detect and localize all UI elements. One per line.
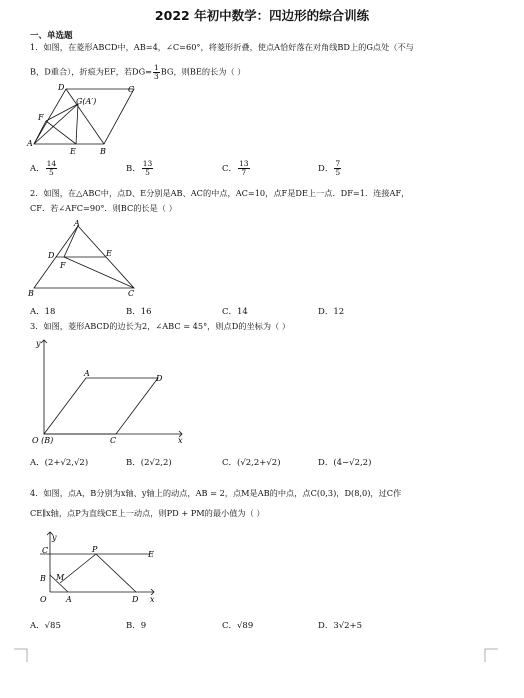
q1-label-b: B: [100, 147, 106, 156]
q2-option-d[interactable]: D．12: [318, 307, 345, 317]
q1-label-f: F: [38, 113, 44, 122]
q4-text-line2: CE∥x轴，点P为直线CE上一动点，则PD + PM的最小值为（ ）: [30, 508, 265, 518]
q3-label-c: C: [110, 436, 117, 444]
q1-option-c[interactable]: C． $\frac{13}{7}$: [222, 159, 249, 177]
q2-label-e: E: [106, 249, 112, 258]
q3-label-d: D: [156, 374, 163, 383]
q4-label-x: x: [150, 595, 155, 604]
q3-option-d[interactable]: D．(4−√2,2): [318, 458, 372, 468]
q1-fraction: $\frac{1}{3}$: [153, 63, 159, 81]
q3-option-c[interactable]: C．(√2,2+√2): [222, 458, 281, 468]
q1-rhombus-figure: [24, 80, 146, 160]
q2-label-d: D: [48, 251, 55, 260]
q2-option-b[interactable]: B．16: [126, 307, 152, 317]
q4-label-c: C: [42, 546, 49, 555]
q2-label-f: F: [60, 261, 66, 270]
q4-label-p: P: [92, 545, 98, 554]
page-corner-mark-left: [14, 648, 28, 662]
section-heading: 一、单选题: [30, 31, 73, 41]
q3-label-a: A: [84, 369, 90, 378]
q4-label-b: B: [40, 574, 46, 583]
q2-label-a: A: [74, 219, 80, 228]
q3-option-b[interactable]: B．(2√2,2): [126, 458, 172, 468]
q2-triangle-figure: [26, 218, 148, 300]
q3-coordinate-figure: [28, 336, 188, 444]
q2-option-c[interactable]: C．14: [222, 307, 248, 317]
q4-label-e: E: [148, 550, 154, 559]
q1-label-g: G(A′): [76, 97, 97, 106]
q1-text-line2: B，D重合），折痕为EF，若DG= $\frac{1}{3}$ BG，则BE的长为（ ）: [30, 63, 246, 81]
q1-option-b[interactable]: B． $\frac{13}{5}$: [126, 159, 153, 177]
q4-label-y: y: [52, 533, 57, 542]
q4-option-b[interactable]: B．9: [126, 621, 147, 631]
q4-label-d: D: [132, 595, 139, 604]
q1-option-d[interactable]: D． $\frac{7}{5}$: [318, 159, 341, 177]
q3-option-a[interactable]: A．(2+√2,√2): [30, 458, 89, 468]
q1-label-c: C: [128, 85, 135, 94]
q3-label-y: y: [36, 339, 41, 348]
q4-label-a: A: [66, 595, 72, 604]
q2-option-a[interactable]: A．18: [30, 307, 56, 317]
q4-option-d[interactable]: D．3√2+5: [318, 621, 363, 631]
q1-option-a[interactable]: A． $\frac{14}{5}$: [30, 159, 57, 177]
q2-label-b: B: [28, 289, 34, 298]
q1-label-d: D: [58, 83, 65, 92]
q2-text-line1: 2．如图，在△ABC中，点D、E分别是AB、AC的中点，AC=10，点F是DE上一点．DF=1．连接AF，: [30, 188, 410, 198]
q3-label-x: x: [178, 436, 183, 444]
q2-label-c: C: [128, 289, 135, 298]
q4-label-o: O: [40, 595, 47, 604]
q3-text-line1: 3．如图，菱形ABCD的边长为2，∠ABC = 45°，则点D的坐标为（ ）: [30, 321, 291, 331]
q4-coordinate-figure: [30, 526, 180, 610]
q4-text-line1: 4．如图，点A，B分别为x轴、y轴上的动点，AB = 2，点M是AB的中点，点C(0,3)，D(8,0)，过C作: [30, 488, 402, 498]
q4-option-a[interactable]: A．√85: [30, 621, 61, 631]
q1-text-line1: 1．如图，在菱形ABCD中，AB=4，∠C=60°，将菱形折叠，使点A恰好落在对角线BD上的G点处（不与: [30, 42, 414, 52]
q4-option-c[interactable]: C．√89: [222, 621, 254, 631]
q2-text-line2: CF．若∠AFC=90°．则BC的长是（ ）: [30, 203, 177, 213]
q1-label-a: A: [27, 139, 33, 148]
q4-label-m: M: [56, 573, 65, 582]
q1-label-e: E: [70, 147, 76, 156]
q3-label-o: O (B): [32, 436, 54, 444]
page-title: 2022 年初中数学：四边形的综合训练: [154, 8, 370, 23]
page-corner-mark-right: [484, 648, 498, 662]
